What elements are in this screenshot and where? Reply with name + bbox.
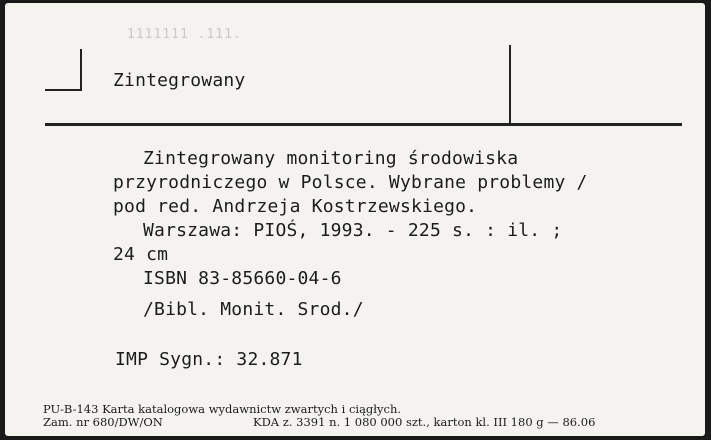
shelfmark: IMP Sygn.: 32.871 (115, 349, 303, 370)
body-line-7: /Bibl. Monit. Srod./ (143, 299, 364, 320)
footer-line-1: PU-B-143 Karta katalogowa wydawnictw zwartych i ciągłych. (43, 402, 402, 416)
catalog-card (5, 3, 705, 436)
card-heading: Zintegrowany (113, 70, 246, 91)
faint-stamp-text: 1111111 .111. (127, 27, 242, 42)
body-line-1: Zintegrowany monitoring środowiska (143, 148, 519, 169)
bracket-mark-horizontal (45, 89, 82, 91)
footer-line-2-right: KDA z. 3391 n. 1 080 000 szt., karton kl. III 180 g — 86.06 (253, 415, 596, 429)
body-line-2: przyrodniczego w Polsce. Wybrane problemy / (113, 172, 588, 193)
bracket-mark-vertical (80, 49, 82, 91)
vertical-divider (509, 45, 511, 125)
body-line-3: pod red. Andrzeja Kostrzewskiego. (113, 196, 478, 217)
body-line-5: 24 cm (113, 244, 169, 265)
body-line-4: Warszawa: PIOŚ, 1993. - 225 s. : il. ; (143, 220, 563, 241)
footer-line-2-left: Zam. nr 680/DW/ON (43, 415, 163, 429)
body-line-6: ISBN 83-85660-04-6 (143, 268, 342, 289)
horizontal-rule (45, 123, 682, 126)
